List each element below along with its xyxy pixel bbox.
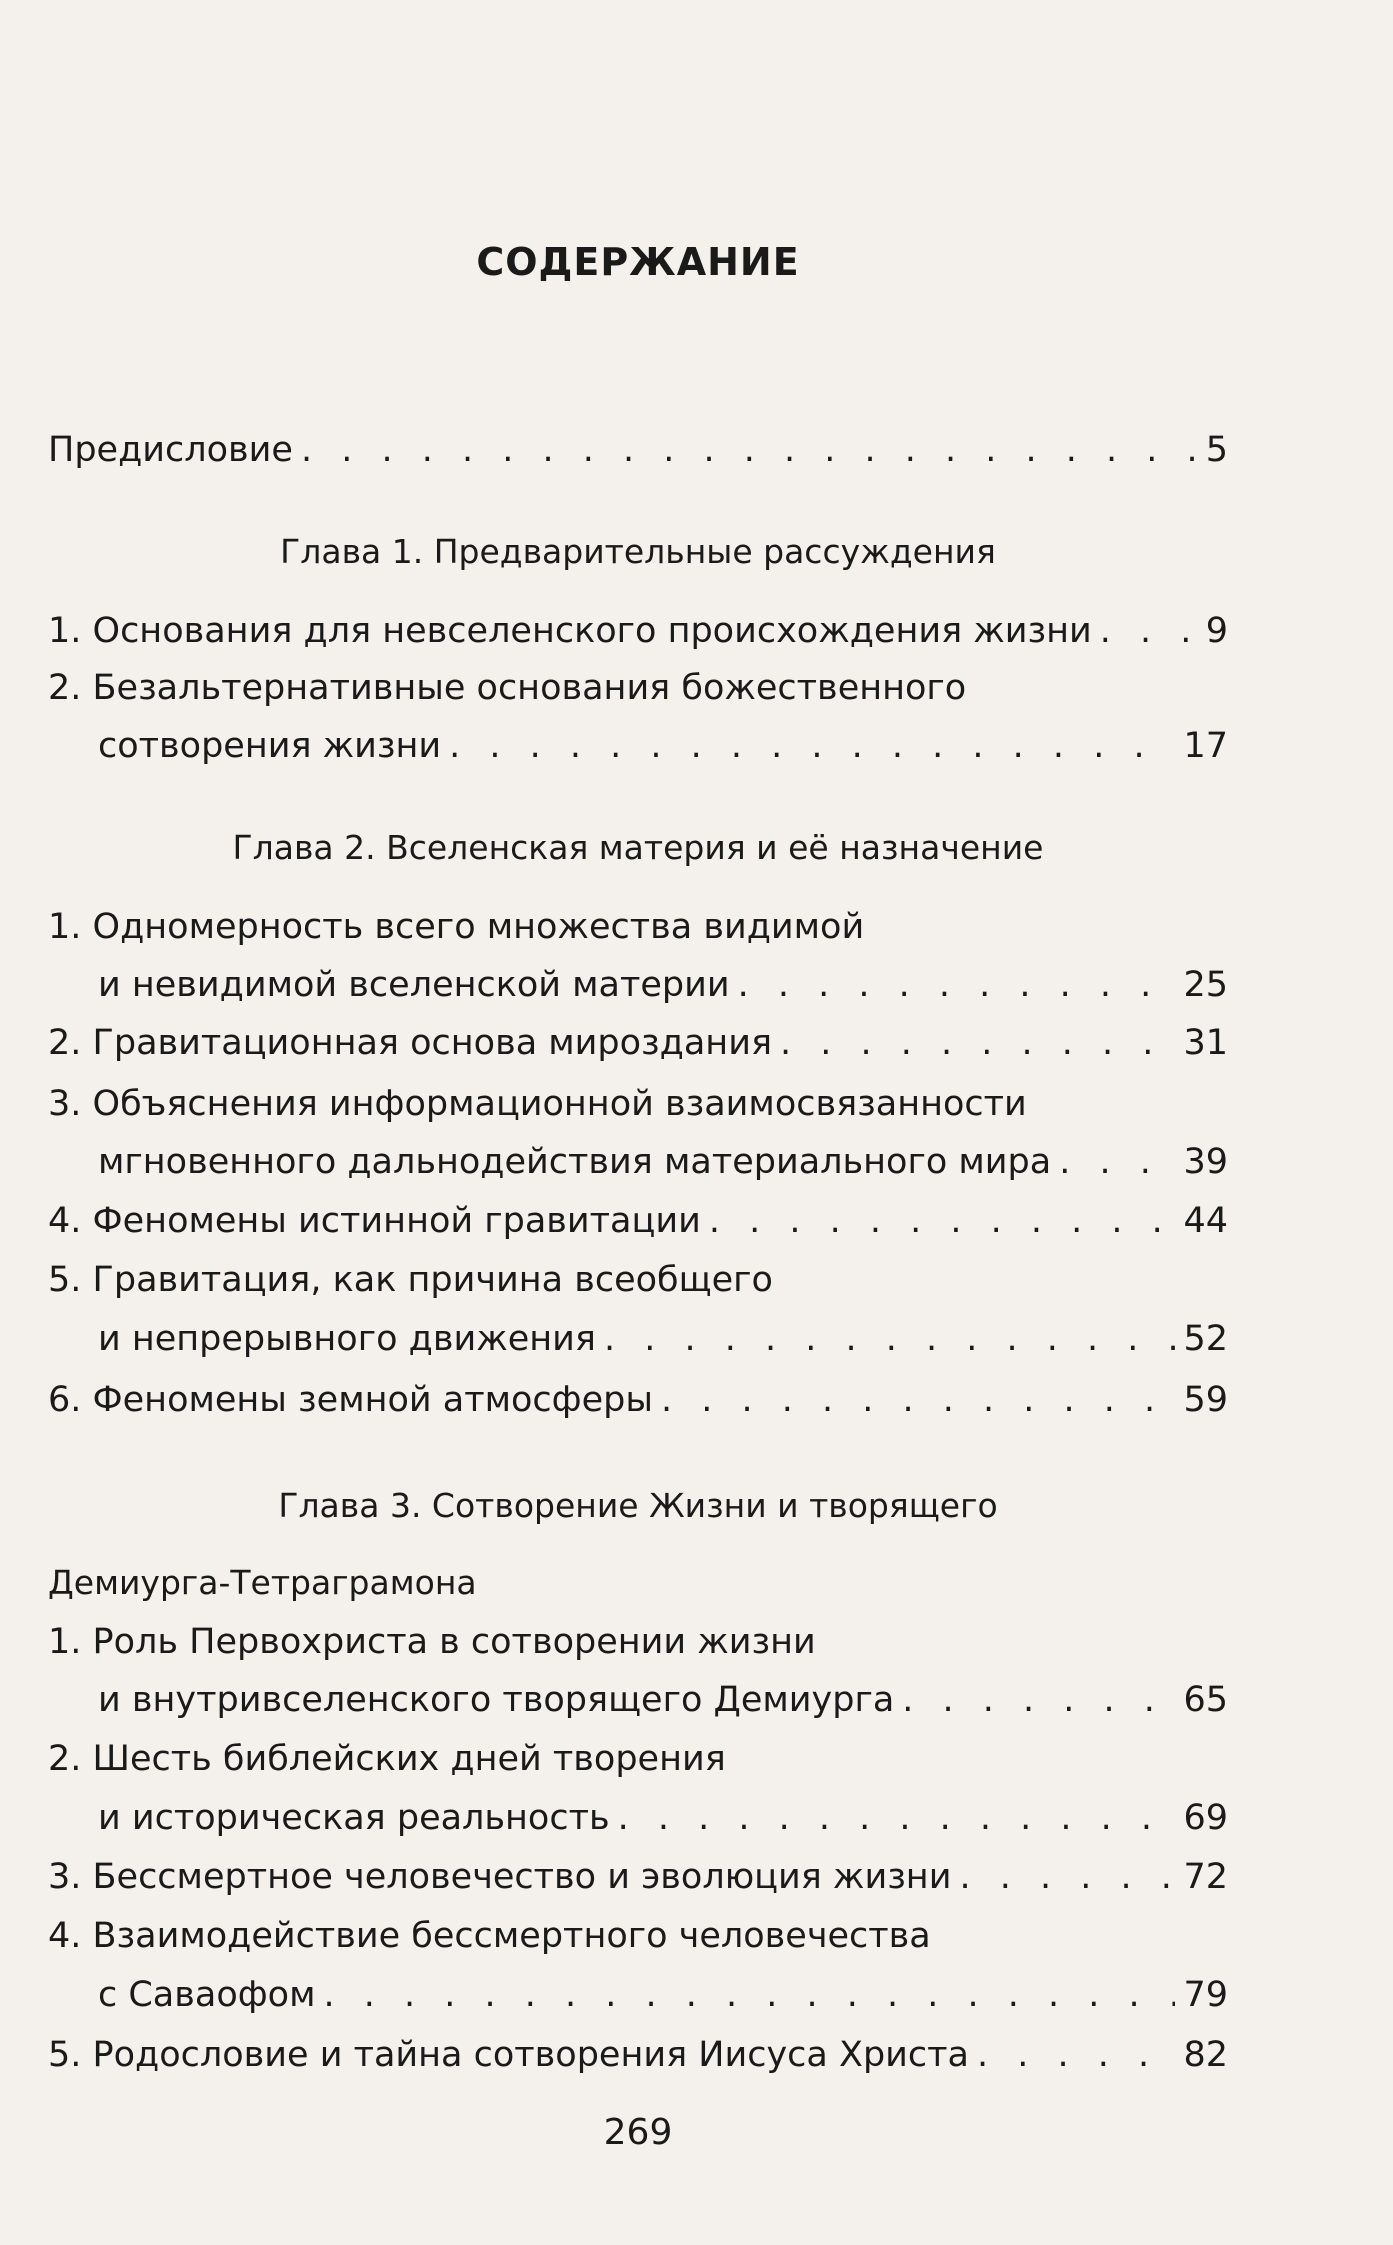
toc-entry [48, 1855, 1228, 1899]
toc-entry-line: 1. Роль Первохриста в сотворении жизни [48, 1622, 816, 1662]
toc-entry-text: 5. Родословие и тайна сотворения Иисуса Христа [48, 2035, 969, 2075]
toc-entry [48, 1317, 1228, 1361]
toc-entry [48, 609, 1228, 653]
toc-entry-line: 3. Объяснения информационной взаимосвязанности [48, 1084, 1027, 1124]
toc-entry [48, 1973, 1228, 2017]
page-number: 5 [1205, 430, 1228, 470]
dot-leader [709, 1199, 1176, 1243]
page-number: 72 [1183, 1857, 1228, 1897]
toc-entry-text: сотворения жизни [98, 726, 442, 766]
toc-entry [48, 963, 1228, 1007]
dot-leader [959, 1855, 1175, 1899]
dot-leader [738, 963, 1176, 1007]
toc-entry-text: 4. Феномены истинной гравитации [48, 1201, 701, 1241]
toc-entry [48, 724, 1228, 768]
page-number: 25 [1183, 965, 1228, 1005]
dot-leader [618, 1796, 1176, 1840]
page-number: 79 [1183, 1975, 1228, 2015]
toc-entry-text: Предисловие [48, 430, 293, 470]
dot-leader [902, 1678, 1175, 1722]
dot-leader [449, 724, 1175, 768]
page-number: 9 [1205, 611, 1228, 651]
dot-leader [1059, 1140, 1175, 1184]
toc-entry-line: 4. Взаимодействие бессмертного человечества [48, 1916, 931, 1956]
chapter-heading: Глава 2. Вселенская материя и её назначение [232, 828, 1044, 867]
page-number: 69 [1183, 1798, 1228, 1838]
chapter-heading: Глава 1. Предварительные рассуждения [280, 532, 996, 571]
toc-entry-text: с Саваофом [98, 1975, 316, 2015]
dot-leader [324, 1973, 1176, 2017]
toc-entry-text: 3. Бессмертное человечество и эволюция жизни [48, 1857, 952, 1897]
dot-leader [661, 1378, 1175, 1422]
toc-entry-text: и невидимой вселенской материи [98, 965, 730, 1005]
dot-leader [301, 428, 1198, 472]
toc-entry-line: 2. Шесть библейских дней творения [48, 1739, 726, 1779]
toc-entry [48, 1378, 1228, 1422]
toc-entry-preface [48, 428, 1228, 472]
toc-entry [48, 1678, 1228, 1722]
chapter-heading-continued: Демиурга-Тетраграмона [48, 1563, 477, 1602]
page-number: 65 [1183, 1680, 1228, 1720]
toc-entry [48, 1021, 1228, 1065]
page-number: 59 [1183, 1380, 1228, 1420]
toc-entry-line: 1. Одномерность всего множества видимой [48, 907, 865, 947]
page-number: 17 [1183, 726, 1228, 766]
toc-entry-text: 1. Основания для невселенского происхождения жизни [48, 611, 1092, 651]
page-number: 82 [1183, 2035, 1228, 2075]
page-number: 39 [1183, 1142, 1228, 1182]
page-title: СОДЕРЖАНИЕ [476, 240, 800, 284]
toc-entry-text: и внутривселенского творящего Демиурга [98, 1680, 895, 1720]
dot-leader [604, 1317, 1176, 1361]
toc-page [48, 0, 1228, 2245]
toc-entry-text: и историческая реальность [98, 1798, 610, 1838]
toc-entry [48, 1796, 1228, 1840]
dot-leader [780, 1021, 1175, 1065]
toc-entry [48, 1199, 1228, 1243]
dot-leader [977, 2033, 1175, 2077]
toc-entry-text: мгновенного дальнодействия материального мира [98, 1142, 1052, 1182]
toc-entry [48, 1140, 1228, 1184]
toc-entry-line: 5. Гравитация, как причина всеобщего [48, 1260, 773, 1300]
chapter-heading: Глава 3. Сотворение Жизни и творящего [278, 1486, 998, 1525]
toc-entry-line: 2. Безальтернативные основания божественного [48, 668, 967, 708]
dot-leader [1100, 609, 1198, 653]
toc-entry-text: 6. Феномены земной атмосферы [48, 1380, 653, 1420]
page-number: 31 [1183, 1023, 1228, 1063]
page-number: 44 [1183, 1201, 1228, 1241]
toc-entry-text: и непрерывного движения [98, 1319, 596, 1359]
page-number: 52 [1183, 1319, 1228, 1359]
page-folio-number: 269 [603, 2112, 673, 2153]
toc-entry-text: 2. Гравитационная основа мироздания [48, 1023, 772, 1063]
toc-entry [48, 2033, 1228, 2077]
